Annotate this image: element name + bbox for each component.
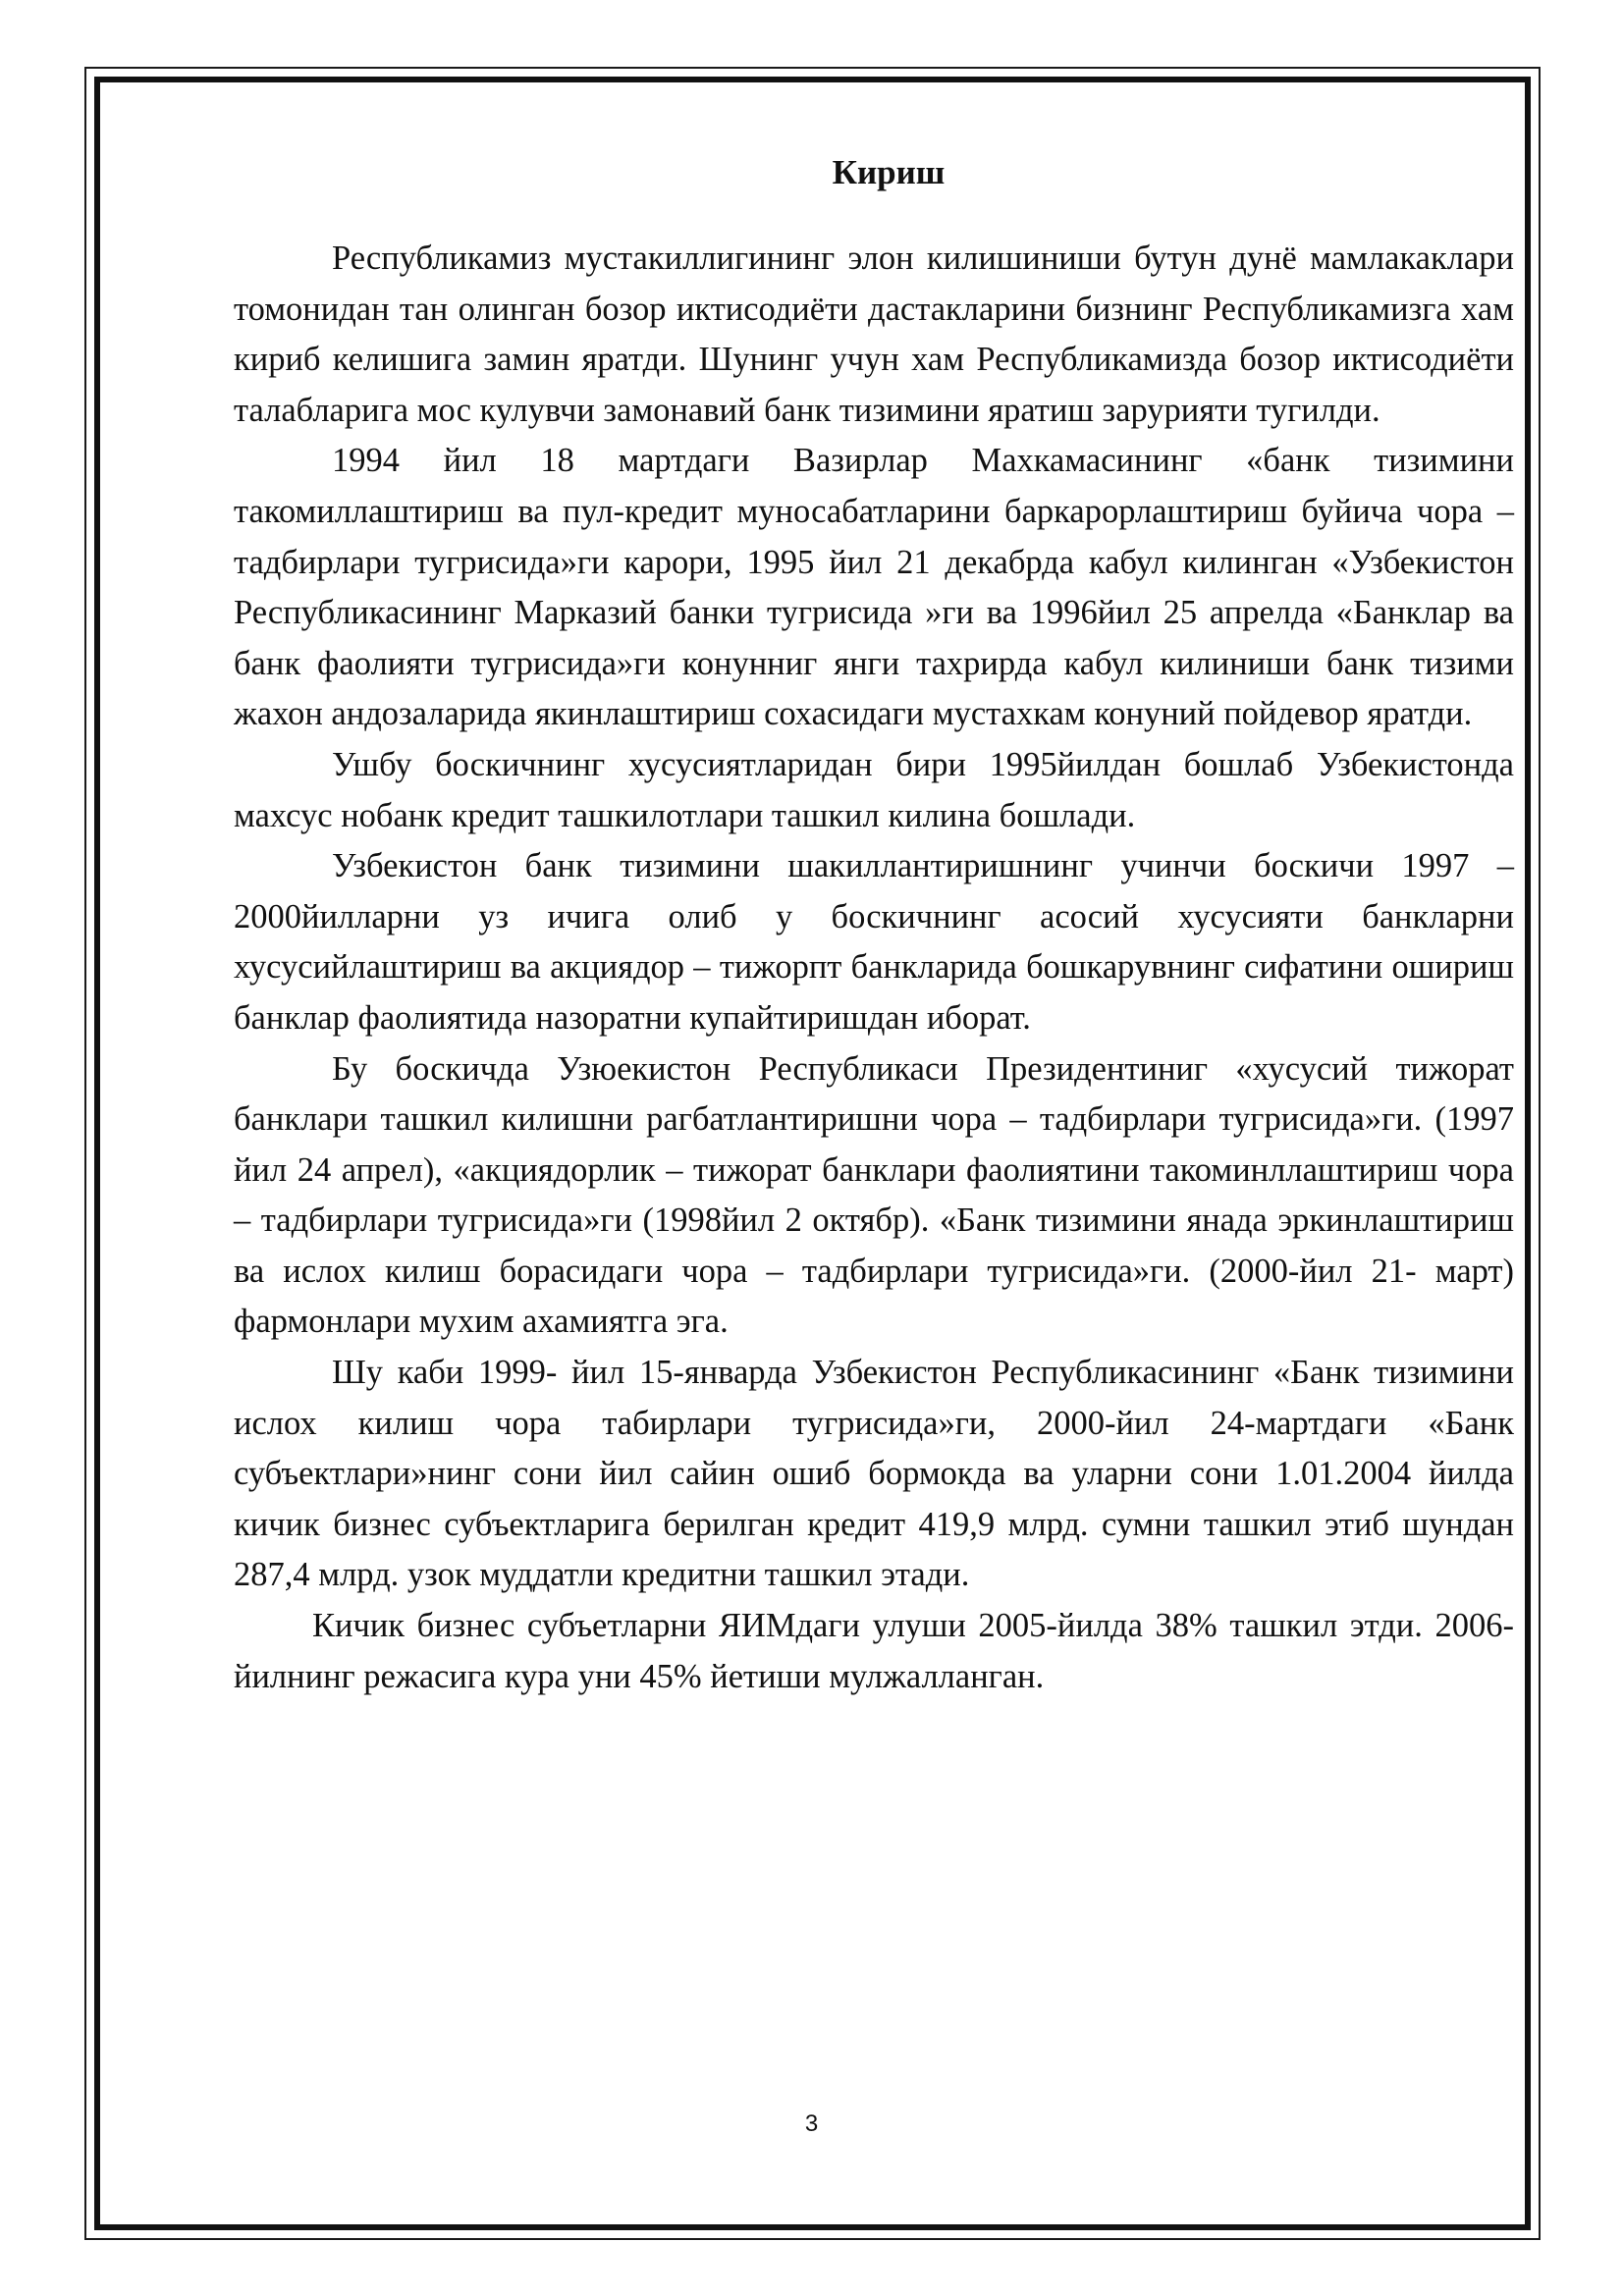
paragraph-1: Республикамиз мустакиллигининг элон килишиниши бутун дунё мамлакаклари томонидан тан олинган бозор иктисодиёти дастакларини бизнинг Республикамизга хам кириб келишига замин яратди. Шунинг учун хам Республикамизда бозор иктисодиёти талабларига мос кулувчи замонавий банк тизимини яратиш зарурияти тугилди. bbox=[234, 240, 1514, 429]
paragraph-2: 1994 йил 18 мартдаги Вазирлар Махкамасининг «банк тизимини такомиллаштириш ва пул-кредит муносабатларини баркарорлаштириш буйича чора – тадбирлари тугрисида»ги карори, 1995 йил 21 декабрда кабул килинган «Узбекистон Республикасининг Марказий банки тугрисида »ги ва 1996йил 25 апрелда «Банклар ва банк фаолияти тугрисида»ги конунниг янги тахрирда кабул килиниши банк тизими жахон андозаларида якинлаштириш сохасидаги мустахкам конуний пойдевор яратди. bbox=[234, 442, 1514, 733]
paragraph-5: Бу боскичда Узюекистон Республикаси Президентиниг «хусусий тижорат банклари ташкил килишни рагбатлантиришни чора – тадбирлари тугрисида»ги. (1997 йил 24 апрел), «акциядорлик – тижорат банклари фаолиятини такоминллаштириш чора – тадбирлари тугрисида»ги (1998йил 2 октябр). «Банк тизимини янада эркинлаштириш ва ислох килиш борасидаги чора – тадбирлари тугрисида»ги. (2000-йил 21- март) фармонлари мухим ахамиятга эга. bbox=[234, 1049, 1514, 1341]
document-title: Кириш bbox=[832, 153, 946, 191]
paragraph-3: Ушбу боскичнинг хусусиятларидан бири 1995йилдан бошлаб Узбекистонда махсус нобанк кредит ташкилотлари ташкил килина бошлади. bbox=[234, 745, 1514, 834]
paragraph-7: Кичик бизнес субъетларни ЯИМдаги улуши 2005-йилда 38% ташкил этди. 2006-йилнинг режасига кура уни 45% йетиши мулжалланган. bbox=[234, 1607, 1514, 1695]
page-number: 3 bbox=[804, 2110, 819, 2137]
paragraph-6: Шу каби 1999- йил 15-январда Узбекистон Республикасининг «Банк тизимини ислох килиш чора табирлари тугрисида»ги, 2000-йил 24-мартдаги «Банк субъектлари»нинг сони йил сайин ошиб бормокда ва уларни сони 1.01.2004 йилда кичик бизнес субъектларига берилган кредит 419,9 млрд. сумни ташкил этиб шундан 287,4 млрд. узок муддатли кредитни ташкил этади. bbox=[234, 1354, 1514, 1594]
paragraph-4: Узбекистон банк тизимини шакиллантиришнинг учинчи боскичи 1997 – 2000йилларни уз ичига олиб у боскичнинг асосий хусусияти банкларни хусусийлаштириш ва акциядор – тижорпт банкларида бошкарувнинг сифатини ошириш банклар фаолиятида назоратни купайтиришдан иборат. bbox=[234, 847, 1514, 1037]
document-body bbox=[234, 147, 1514, 1702]
